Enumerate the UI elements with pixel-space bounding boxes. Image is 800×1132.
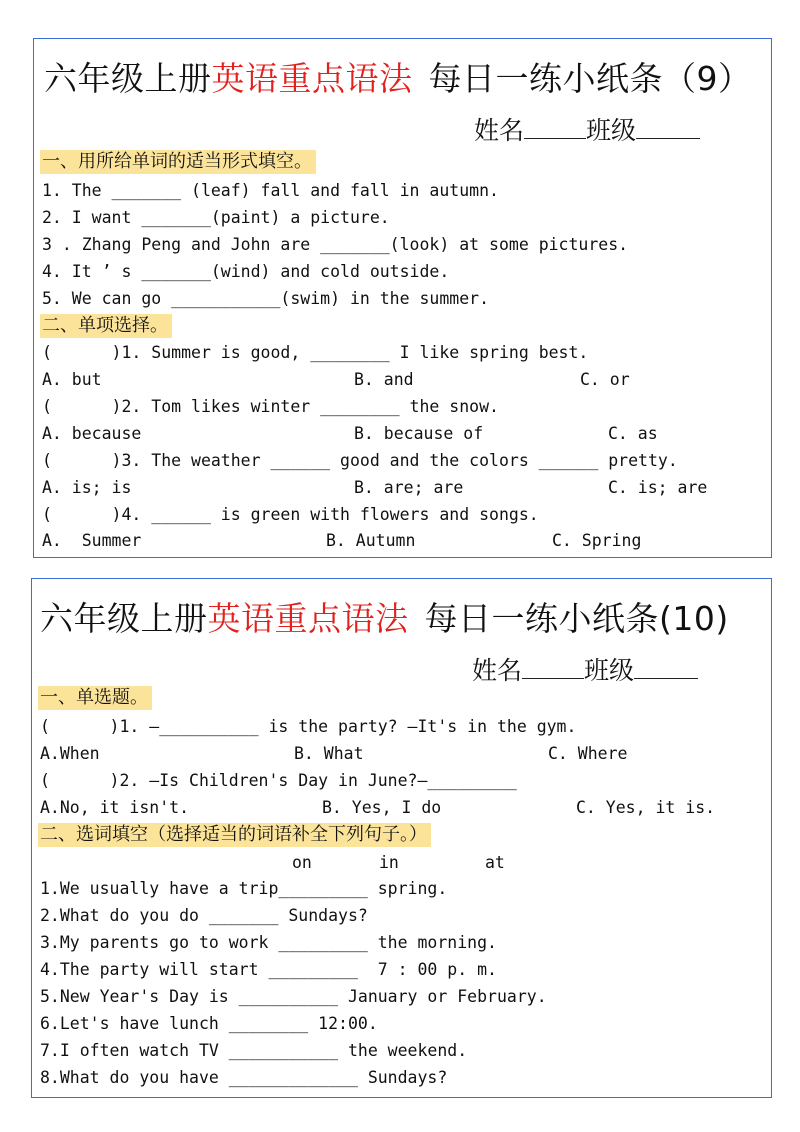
- mcq-1-option-b: B. What: [294, 744, 364, 763]
- name-class-bar: [472, 651, 698, 687]
- mcq-3-option-c: C. is; are: [608, 478, 708, 497]
- mcq-1-option-a: A.When: [40, 744, 100, 763]
- class-blank[interactable]: [634, 656, 698, 679]
- title-topic: 英语重点语法: [207, 599, 409, 638]
- mcq-1-option-a: A. but: [42, 370, 102, 389]
- mcq-4-option-a: A. Summer: [42, 531, 142, 550]
- class-label: 班级: [584, 656, 635, 685]
- class-label: 班级: [586, 116, 637, 145]
- mcq-1-option-c: C. Where: [548, 744, 628, 763]
- mcq-1-option-b: B. and: [354, 370, 414, 389]
- mcq-1-option-c: C. or: [580, 370, 630, 389]
- mcq-2-option-a: A.No, it isn't.: [40, 798, 190, 817]
- name-label: 姓名: [472, 656, 523, 685]
- mcq-2-option-a: A. because: [42, 424, 142, 443]
- title-topic: 英语重点语法: [211, 59, 413, 98]
- mcq-3-option-a: A. is; is: [42, 478, 132, 497]
- worksheet-card-9: [33, 38, 772, 558]
- fill-question-2: 2.What do you do _______ Sundays?: [40, 906, 368, 925]
- fill-question-5: 5. We can go ___________(swim) in the summer.: [42, 289, 490, 308]
- mcq-question-3: ( )3. The weather ______ good and the colors ______ pretty.: [42, 451, 678, 470]
- mcq-question-2: ( )2. Tom likes winter ________ the snow.: [42, 397, 499, 416]
- fill-question-3: 3 . Zhang Peng and John are _______(look) at some pictures.: [42, 235, 629, 254]
- fill-question-4: 4.The party will start _________ 7 : 00 p. m.: [40, 960, 497, 979]
- fill-question-3: 3.My parents go to work _________ the morning.: [40, 933, 497, 952]
- fill-question-4: 4. It ’ s _______(wind) and cold outside.: [42, 262, 450, 281]
- mcq-2-option-b: B. because of: [354, 424, 484, 443]
- name-label: 姓名: [474, 116, 525, 145]
- title-grade: 六年级上册: [44, 59, 212, 98]
- mcq-2-option-b: B. Yes, I do: [322, 798, 442, 817]
- fill-question-5: 5.New Year's Day is __________ January or February.: [40, 987, 547, 1006]
- worksheet-card-10: [31, 578, 772, 1098]
- section-heading-choice: 一、单选题。: [38, 686, 152, 710]
- title-grade: 六年级上册: [40, 599, 208, 638]
- fill-question-1: 1.We usually have a trip_________ spring.: [40, 879, 448, 898]
- section-heading-fill: 一、用所给单词的适当形式填空。: [40, 150, 316, 174]
- mcq-2-option-c: C. Yes, it is.: [576, 798, 716, 817]
- mcq-3-option-b: B. are; are: [354, 478, 464, 497]
- name-blank[interactable]: [524, 116, 586, 139]
- fill-question-6: 6.Let's have lunch ________ 12:00.: [40, 1014, 378, 1033]
- word-bank-on: on: [292, 853, 312, 872]
- mcq-question-4: ( )4. ______ is green with flowers and songs.: [42, 505, 539, 524]
- mcq-4-option-b: B. Autumn: [326, 531, 416, 550]
- section-heading-fill: 二、选词填空（选择适当的词语补全下列句子。）: [38, 823, 431, 847]
- title-series: 每日一练小纸条（9）: [428, 59, 752, 98]
- mcq-4-option-c: C. Spring: [552, 531, 642, 550]
- fill-question-1: 1. The _______ (leaf) fall and fall in autumn.: [42, 181, 499, 200]
- mcq-question-1: ( )1. —__________ is the party? —It's in the gym.: [40, 717, 577, 736]
- name-blank[interactable]: [522, 656, 584, 679]
- word-bank-at: at: [485, 853, 505, 872]
- class-blank[interactable]: [636, 116, 700, 139]
- card-title: [44, 53, 752, 100]
- name-class-bar: [474, 111, 700, 147]
- fill-question-8: 8.What do you have _____________ Sundays?: [40, 1068, 448, 1087]
- fill-question-7: 7.I often watch TV ___________ the weekend.: [40, 1041, 468, 1060]
- section-heading-choice: 二、单项选择。: [40, 314, 172, 338]
- mcq-question-1: ( )1. Summer is good, ________ I like spring best.: [42, 343, 589, 362]
- mcq-2-option-c: C. as: [608, 424, 658, 443]
- fill-question-2: 2. I want _______(paint) a picture.: [42, 208, 390, 227]
- title-series: 每日一练小纸条(10): [424, 599, 729, 638]
- word-bank-in: in: [379, 853, 399, 872]
- mcq-question-2: ( )2. —Is Children's Day in June?—_________: [40, 771, 517, 790]
- card-title: [40, 593, 729, 640]
